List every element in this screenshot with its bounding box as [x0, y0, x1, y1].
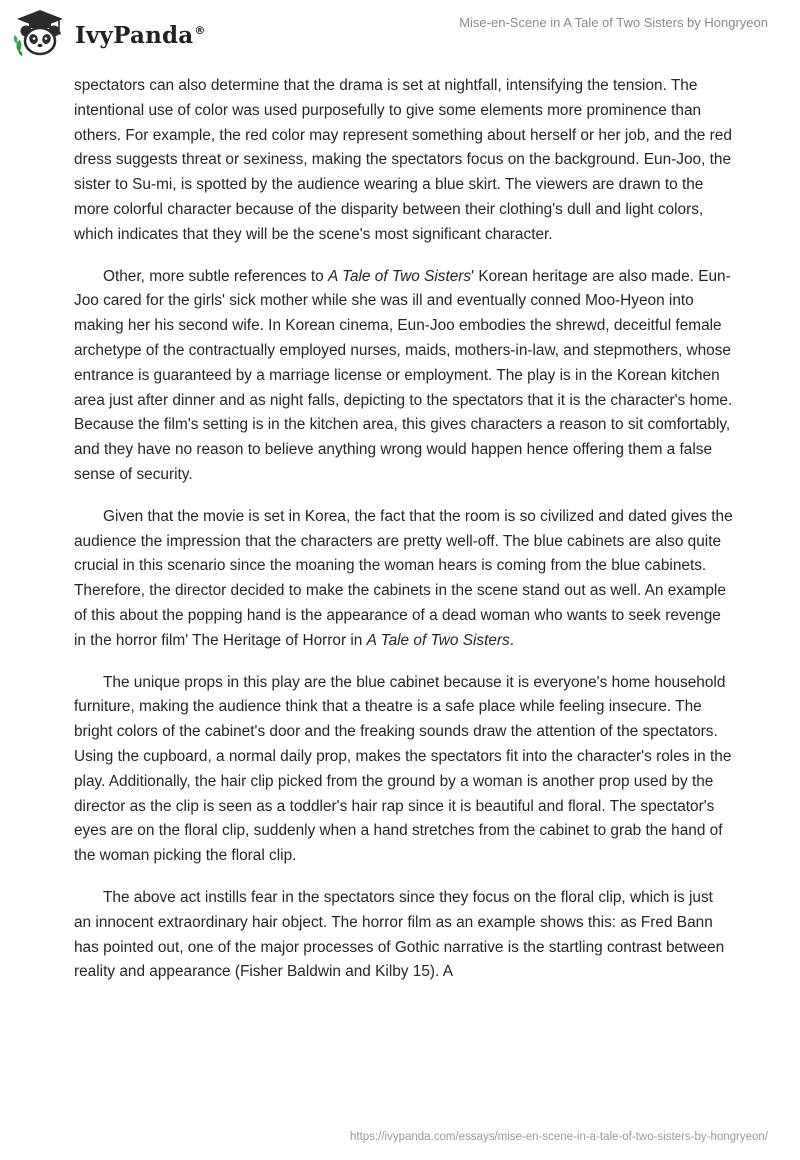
- document-title: Mise-en-Scene in A Tale of Two Sisters by Hongryeon: [459, 15, 768, 30]
- page-header: [0, 0, 800, 70]
- brand-name: IvyPanda®: [75, 21, 206, 49]
- essay-paragraph: [74, 671, 734, 869]
- paragraph-text: The unique props in this play are the blue cabinet because it is everyone's home household furniture, making the audience think that a theatre is a safe place while feeling insecure. The bright colors of the cabinet's door and the freaking sounds draw the attention of the spectators. Using the cupboard, a normal daily prop, makes the spectators fit into the character's roles in the play. Additionally, the hair clip picked from the ground by a woman is another prop used by the director as the clip is seen as a toddler's hair rap since it is beautiful and floral. The spectator's eyes are on the floral clip, suddenly when a hand stretches from the cabinet to grab the hand of the woman picking the floral clip.: [74, 673, 732, 865]
- essay-body: [74, 74, 734, 1002]
- essay-paragraph: [74, 505, 734, 654]
- panda-graduation-cap-icon: [13, 8, 67, 58]
- italic-title-text: A Tale of Two Sisters: [366, 631, 510, 649]
- paragraph-text: Given that the movie is set in Korea, the fact that the room is so civilized and dated gives the audience the impression that the characters are pretty well-off. The blue cabinets are also quite crucial in this scenario since the moaning the woman hears is coming from the blue cabinets. Therefore, the director decided to make the cabinets in the scene stand out as well. An example of this about the popping hand is the appearance of a dead woman who wants to seek revenge in the horror film' The Heritage of Horror in: [74, 507, 733, 649]
- paragraph-text: The above act instills fear in the spectators since they focus on the floral clip, which is just an innocent extraordinary hair object. The horror film as an example shows this: as Fred Bann has pointed out, one of the major processes of Gothic narrative is the startling contrast between reality and appearance (Fisher Baldwin and Kilby 15). A: [74, 888, 725, 981]
- paragraph-text: ' Korean heritage are also made. Eun-Joo cared for the girls' sick mother while she was ill and eventually conned Moo-Hyeon into making her his second wife. In Korean cinema, Eun-Joo embodies the shrewd, deceitful female archetype of the contractually employed nurses, maids, mothers-in-law, and stepmothers, whose entrance is guaranteed by a marriage license or employment. The play is in the Korean kitchen area just after dinner and as night falls, depicting to the spectators that it is the character's home. Because the film's setting is in the kitchen area, this gives characters a reason to sit comfortably, and they have no reason to believe anything wrong would happen hence offering them a false sense of security.: [74, 267, 733, 483]
- paragraph-text: .: [509, 631, 515, 649]
- essay-paragraph: [74, 74, 734, 248]
- source-url[interactable]: https://ivypanda.com/essays/mise-en-scene-in-a-tale-of-two-sisters-by-hongryeon/: [350, 1131, 768, 1143]
- essay-paragraph: [74, 886, 734, 985]
- ivypanda-logo[interactable]: [13, 8, 206, 58]
- essay-paragraph: [74, 265, 734, 488]
- paragraph-text: spectators can also determine that the drama is set at nightfall, intensifying the tension. The intentional use of color was used purposefully to give some elements more prominence than others. For example, the red color may represent something about herself or her job, and the red dress suggests threat or sexiness, making the spectators focus on the background. Eun-Joo, the sister to Su-mi, is spotted by the audience wearing a blue skirt. The viewers are drawn to the more colorful character because of the disparity between their clothing's dull and light colors, which indicates that they will be the scene's most significant character.: [74, 77, 732, 243]
- italic-title-text: A Tale of Two Sisters: [327, 267, 472, 285]
- paragraph-text: Other, more subtle references to: [103, 267, 328, 285]
